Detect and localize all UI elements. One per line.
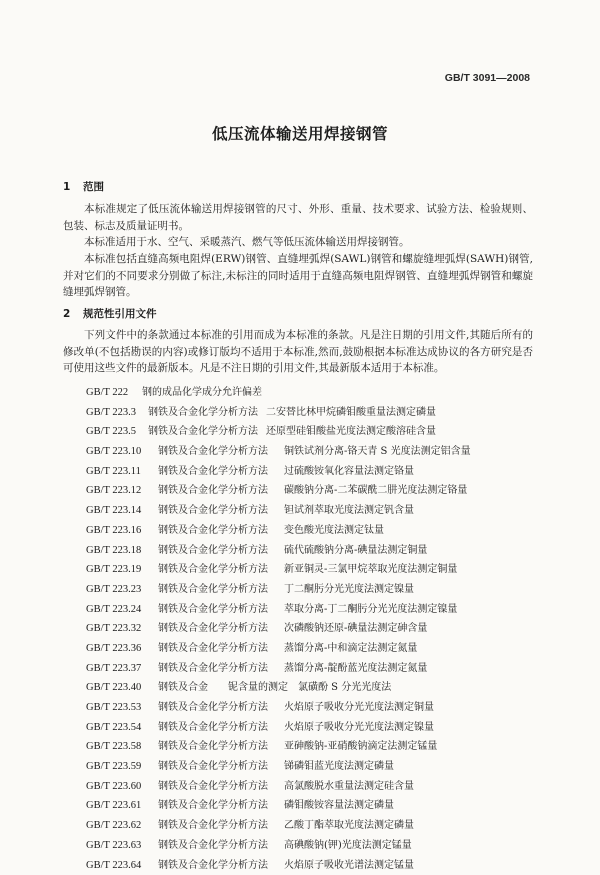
reference-code: GB/T 223.5 (86, 422, 148, 442)
reference-item (86, 462, 546, 482)
reference-code: GB/T 223.11 (86, 462, 158, 482)
reference-title: 变色酸光度法测定钛量 (284, 521, 384, 541)
reference-method: 钢铁及合金化学分析方法 (158, 816, 284, 836)
reference-title: 铌含量的测定 氯磺酚 S 分光光度法 (228, 678, 391, 698)
reference-method: 钢铁及合金化学分析方法 (158, 541, 284, 561)
reference-code: GB/T 223.58 (86, 737, 158, 757)
reference-item (86, 639, 546, 659)
reference-method: 钢铁及合金化学分析方法 (148, 422, 266, 442)
reference-item (86, 659, 546, 679)
reference-title: 亚砷酸钠-亚硝酸钠滴定法测定锰量 (284, 737, 437, 757)
scope-paragraph-1: 本标准规定了低压流体输送用焊接钢管的尺寸、外形、重量、技术要求、试验方法、检验规则、包装、标志及质量证明书。 (63, 201, 533, 234)
reference-code: GB/T 223.32 (86, 619, 158, 639)
reference-code: GB/T 223.54 (86, 718, 158, 738)
section-number: 2 (63, 308, 83, 320)
reference-method: 钢铁及合金化学分析方法 (158, 501, 284, 521)
reference-item (86, 757, 546, 777)
reference-item (86, 541, 546, 561)
reference-title: 乙酸丁酯萃取光度法测定磷量 (284, 816, 414, 836)
reference-code: GB/T 223.14 (86, 501, 158, 521)
reference-title: 新亚铜灵-三氯甲烷萃取光度法测定铜量 (284, 560, 457, 580)
reference-item (86, 422, 546, 442)
reference-item (86, 600, 546, 620)
reference-code: GB/T 223.40 (86, 678, 158, 698)
reference-list (86, 383, 546, 875)
reference-title: 蒸馏分离-靛酚蓝光度法测定氮量 (284, 659, 427, 679)
standard-code-header: GB/T 3091—2008 (445, 72, 530, 84)
reference-code: GB/T 223.23 (86, 580, 158, 600)
reference-item (86, 678, 546, 698)
reference-item (86, 836, 546, 856)
reference-method: 钢铁及合金化学分析方法 (158, 856, 284, 875)
reference-method: 钢铁及合金化学分析方法 (158, 521, 284, 541)
reference-code: GB/T 223.12 (86, 481, 158, 501)
reference-item (86, 403, 546, 423)
reference-code: GB/T 223.16 (86, 521, 158, 541)
reference-method: 钢铁及合金化学分析方法 (158, 481, 284, 501)
reference-code: GB/T 223.59 (86, 757, 158, 777)
reference-code: GB/T 223.63 (86, 836, 158, 856)
reference-item (86, 481, 546, 501)
document-title: 低压流体输送用焊接钢管 (0, 122, 600, 144)
scope-paragraph-3: 本标准包括直缝高频电阻焊(ERW)钢管、直缝埋弧焊(SAWL)钢管和螺旋缝埋弧焊(SAWH)钢管,并对它们的不同要求分别做了标注,未标注的同时适用于直缝高频电阻焊钢管、直缝埋弧焊钢管和螺旋缝埋弧焊钢管。 (63, 251, 533, 301)
reference-title: 火焰原子吸收分光光度法测定铜量 (284, 698, 434, 718)
reference-method: 钢铁及合金化学分析方法 (148, 403, 266, 423)
reference-item (86, 718, 546, 738)
reference-item (86, 856, 546, 875)
reference-title: 火焰原子吸收光谱法测定锰量 (284, 856, 414, 875)
reference-method: 钢铁及合金化学分析方法 (158, 836, 284, 856)
reference-item (86, 580, 546, 600)
reference-title: 蒸馏分离-中和滴定法测定氮量 (284, 639, 417, 659)
reference-method: 钢铁及合金化学分析方法 (158, 462, 284, 482)
reference-item (86, 521, 546, 541)
reference-item (86, 442, 546, 462)
reference-code: GB/T 223.37 (86, 659, 158, 679)
reference-code: GB/T 223.36 (86, 639, 158, 659)
reference-code: GB/T 223.53 (86, 698, 158, 718)
reference-code: GB/T 223.60 (86, 777, 158, 797)
reference-code: GB/T 223.3 (86, 403, 148, 423)
section-title: 范围 (83, 181, 104, 193)
references-intro-paragraph: 下列文件中的条款通过本标准的引用而成为本标准的条款。凡是注日期的引用文件,其随后所有的修改单(不包括勘误的内容)或修订版均不适用于本标准,然而,鼓励根据本标准达成协议的各方研究是否可使用这些文件的最新版本。凡是不注日期的引用文件,其最新版本适用于本标准。 (63, 327, 533, 377)
reference-title: 高碘酸钠(钾)光度法测定锰量 (284, 836, 412, 856)
reference-item (86, 777, 546, 797)
reference-method: 钢铁及合金化学分析方法 (158, 737, 284, 757)
reference-method: 钢铁及合金化学分析方法 (158, 580, 284, 600)
scope-paragraph-2: 本标准适用于水、空气、采暖蒸汽、燃气等低压流体输送用焊接钢管。 (63, 234, 533, 251)
section-heading-normative-references (63, 306, 157, 321)
reference-item (86, 560, 546, 580)
reference-title: 次磷酸钠还原-碘量法测定砷含量 (284, 619, 427, 639)
reference-code: GB/T 223.10 (86, 442, 158, 462)
reference-item (86, 501, 546, 521)
reference-code: GB/T 223.61 (86, 796, 158, 816)
reference-title: 二安替比林甲烷磷钼酸重量法测定磷量 (266, 403, 436, 423)
reference-title: 萃取分离-丁二酮肟分光光度法测定镍量 (284, 600, 457, 620)
reference-method: 钢铁及合金化学分析方法 (158, 718, 284, 738)
reference-method: 钢铁及合金化学分析方法 (158, 639, 284, 659)
section-number: 1 (63, 181, 83, 193)
reference-item (86, 383, 546, 403)
reference-method: 钢铁及合金化学分析方法 (158, 442, 284, 462)
reference-item (86, 796, 546, 816)
reference-item (86, 816, 546, 836)
reference-title: 过硫酸铵氧化容量法测定铬量 (284, 462, 414, 482)
reference-method: 钢铁及合金化学分析方法 (158, 600, 284, 620)
reference-code: GB/T 222 (86, 383, 142, 403)
reference-title: 硫代硫酸钠分离-碘量法测定铜量 (284, 541, 427, 561)
reference-title: 磷钼酸铵容量法测定磷量 (284, 796, 394, 816)
reference-title: 锑磷钼蓝光度法测定磷量 (284, 757, 394, 777)
reference-method: 钢铁及合金化学分析方法 (158, 757, 284, 777)
section-heading-scope (63, 179, 104, 194)
reference-code: GB/T 223.64 (86, 856, 158, 875)
reference-item (86, 698, 546, 718)
reference-title: 火焰原子吸收分光光度法测定镍量 (284, 718, 434, 738)
reference-item (86, 619, 546, 639)
reference-title: 钢的成品化学成分允许偏差 (142, 383, 262, 403)
reference-title: 钽试剂萃取光度法测定钒含量 (284, 501, 414, 521)
reference-title: 还原型硅钼酸盐光度法测定酸溶硅含量 (266, 422, 436, 442)
reference-method: 钢铁及合金化学分析方法 (158, 659, 284, 679)
section-title: 规范性引用文件 (83, 308, 157, 320)
reference-code: GB/T 223.24 (86, 600, 158, 620)
reference-method: 钢铁及合金化学分析方法 (158, 698, 284, 718)
reference-method: 钢铁及合金 (158, 678, 228, 698)
reference-code: GB/T 223.62 (86, 816, 158, 836)
reference-method: 钢铁及合金化学分析方法 (158, 560, 284, 580)
reference-method: 钢铁及合金化学分析方法 (158, 777, 284, 797)
reference-item (86, 737, 546, 757)
reference-method: 钢铁及合金化学分析方法 (158, 796, 284, 816)
reference-method: 钢铁及合金化学分析方法 (158, 619, 284, 639)
reference-title: 铜铁试剂分离-铬天青 S 光度法测定铝含量 (284, 442, 471, 462)
reference-title: 碳酸钠分离-二苯碳酰二肼光度法测定铬量 (284, 481, 467, 501)
reference-title: 丁二酮肟分光光度法测定镍量 (284, 580, 414, 600)
reference-code: GB/T 223.19 (86, 560, 158, 580)
reference-title: 高氯酸脱水重量法测定硅含量 (284, 777, 414, 797)
reference-code: GB/T 223.18 (86, 541, 158, 561)
